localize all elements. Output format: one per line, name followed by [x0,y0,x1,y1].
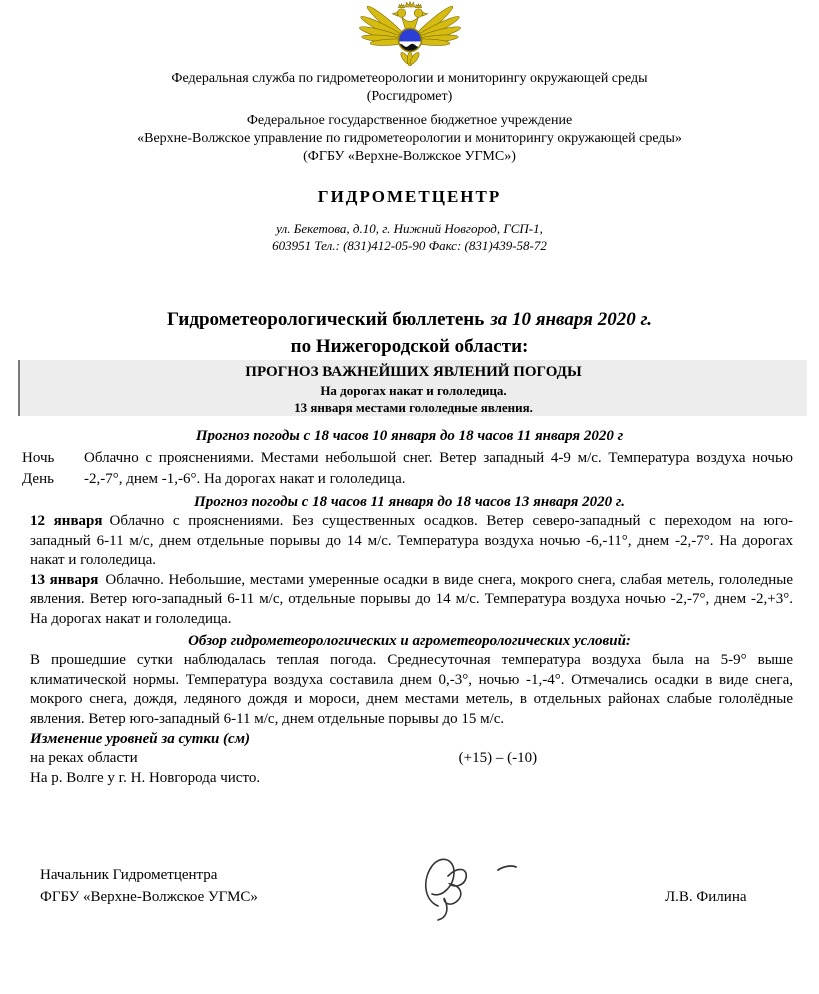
bulletin-title [0,306,819,360]
forecast1-text: Облачно с прояснениями. Местами небольшой снег. Ветер западный 4-9 м/с. Температура воздуха ночью -2,-7°, днем -1,-6°. На дорогах накат и гололедица. [84,450,793,487]
address-block [0,220,819,254]
org-header-institution [0,112,819,166]
forecast1-period-labels [22,448,84,490]
forecast2-heading: Прогноз погоды с 18 часов 11 января до 18 часов 13 января 2020 г. [194,494,625,510]
forecast2-day13-paragraph [0,571,819,630]
org-short-name: (Росгидромет) [366,89,453,104]
signer-position-line1: Начальник Гидрометцентра [40,867,218,883]
signature-area [410,854,610,929]
address-line: ул. Бекетова, д.10, г. Нижний Новгород, ГСП-1, [276,221,543,236]
signature-icon [410,854,540,924]
org-header-top [0,70,819,106]
institution-abbrev-line: (ФГБУ «Верхне-Волжское УГМС») [303,149,516,164]
department-name: ГИДРОМЕТЦЕНТР [317,187,502,206]
signer-position [40,854,370,908]
signer-position-line2: ФГБУ «Верхне-Волжское УГМС» [40,889,258,905]
phone-fax-line: 603951 Тел.: (831)412-05-90 Факс: (831)439-58-72 [272,238,547,253]
levels-heading: Изменение уровней за сутки (см) [30,731,250,747]
bulletin-title-date: за 10 января 2020 г. [490,309,652,330]
alert-line-ice: 13 января местами гололедные явления. [294,400,533,415]
bulletin-title-region: по Нижегородской области: [290,336,529,357]
institution-name-line: «Верхне-Волжское управление по гидрометеорологии и мониторингу окружающей среды» [137,131,682,146]
forecast2-day12-paragraph [0,512,819,571]
weather-alert-banner [18,360,807,416]
night-label: Ночь [22,450,55,466]
day12-text: Облачно с прояснениями. Без существенных осадков. Ветер северо-западный с переходом на юго-западный 6-11 м/с, днем отдельные порывы до 14 м/с. Температура воздуха ночью -6,-11°, днем -2,-7°. На дорогах накат и гололедица. [30,513,793,568]
review-paragraph: В прошедшие сутки наблюдалась теплая погода. Среднесуточная температура воздуха была на 5-9° выше климатической нормы. Температура воздуха составила днем 0,-3°, ночью -1,-4°. Отмечались осадки в виде снега, мокрого снега, дождя, ледяного дождя и мороси, днем местами метель, в отдельных районах слабые гололёдные явления. Ветер юго-западный 6-11 м/с, днем отдельные порывы до 15 м/с. [30,652,793,727]
day12-label: 12 января [30,513,103,529]
org-name-line: Федеральная служба по гидрометеорологии и мониторингу окружающей среды [171,71,648,86]
signer-name: Л.В. Филина [665,889,747,905]
rivers-label: на реках области [30,750,138,766]
day13-label: 13 января [30,571,99,588]
rosgidromet-eagle-icon [320,0,500,66]
day13-text: Облачно. Небольшие, местами умеренные осадки в виде снега, мокрого снега, слабая метель, гололедные явления. Ветер юго-западный 6-11 м/с, отдельные порывы до 14 м/с. Температура воздуха ночью -2,-7°, днем -2,+3°. На дорогах накат и гололедица. [30,571,793,627]
volga-note: На р. Волге у г. Н. Новгорода чисто. [30,769,261,786]
levels-rivers-row [0,749,819,769]
alert-line-roads: На дорогах накат и гололедица. [320,383,507,398]
institution-type-line: Федеральное государственное бюджетное учреждение [246,113,573,128]
bulletin-title-line1 [0,306,819,333]
signature-block [0,854,819,929]
rivers-value: (+15) – (-10) [458,750,538,766]
bulletin-title-text: Гидрометеорологический бюллетень [167,309,485,330]
alert-heading: ПРОГНОЗ ВАЖНЕЙШИХ ЯВЛЕНИЙ ПОГОДЫ [245,364,582,380]
forecast1-body [0,448,819,490]
forecast1-heading: Прогноз погоды с 18 часов 10 января до 18 часов 11 января 2020 г [195,428,624,444]
day-label: День [22,471,54,487]
review-heading: Обзор гидрометеорологических и агрометеорологических условий: [188,633,631,649]
